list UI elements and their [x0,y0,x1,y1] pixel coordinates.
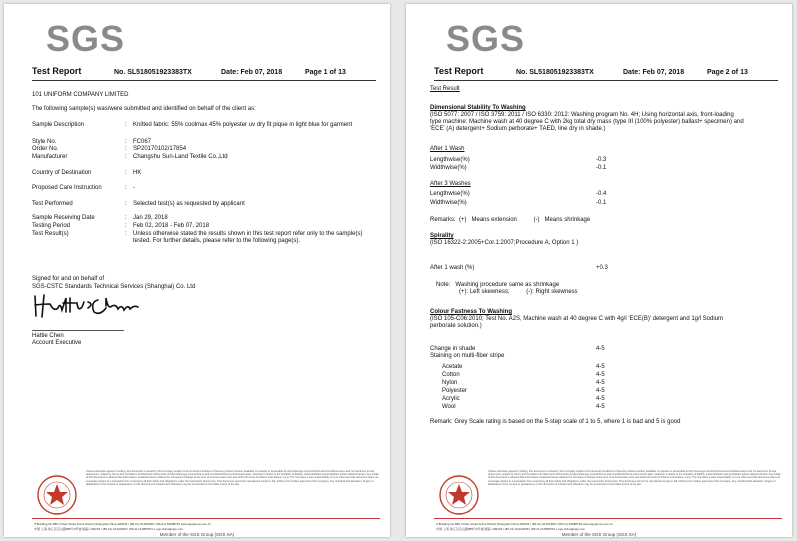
colon: : [125,139,127,145]
field-label: Test Performed [32,201,73,207]
field-value: Selected test(s) as requested by applicant [133,201,245,207]
field-label: Sample Description [32,122,85,128]
signature-line [32,330,124,331]
colon: : [125,122,127,128]
intro-text: The following sample(s) was/were submitted and identified on behalf of the client as: [32,106,256,112]
colon: : [125,146,127,152]
signature-image [32,292,140,320]
fiber-value: 4-5 [596,380,605,386]
field-label: Proposed Care Instruction [32,185,102,191]
report-date: Date: Feb 07, 2018 [221,69,283,76]
spirality-note: Note: Washing procedure same as shrinkage [436,282,560,288]
section-title-spirality: Spirality [430,233,454,239]
section-title-dimensional: Dimensional Stability To Washing [430,105,526,111]
signed-on-behalf: Signed for and on behalf of [32,276,105,282]
colon: : [125,185,127,191]
fiber-label: Polyester [442,388,468,394]
colon: : [125,201,127,207]
result-value: -0.1 [596,200,607,206]
result-label: Widthwise(%) [430,200,467,206]
result-label: Change in shade [430,346,476,352]
field-label: Test Result(s) [32,231,69,237]
fiber-value: 4-5 [596,404,605,410]
report-date: Date: Feb 07, 2018 [623,69,685,76]
field-value: HK [133,170,142,176]
field-label: Order No. [32,146,59,152]
page-header [32,66,376,76]
result-value: -0.4 [596,191,607,197]
footer-divider [32,518,380,519]
fiber-label: Wool [442,404,456,410]
after-1-wash-title: After 1 Wash [430,146,465,152]
footer-divider [434,518,782,519]
header-divider [32,80,376,81]
field-value: Unless otherwise stated the results shown in this test report refer only to the sample(s) tested. For further details, please refer to the following page(s). [133,231,363,244]
fiber-value: 4-5 [596,396,605,402]
colon: : [125,231,127,237]
fiber-label: Nylon [442,380,458,386]
footer-address: 3″Building,No.889,Yishan Road,Xuhui District,Shanghai,China 200233 t (86-21) 61402666 f (86-21) 64958763 www.sgsgroup.com.cn [436,522,613,526]
fiber-label: Cotton [442,372,460,378]
colon: : [125,223,127,229]
fiber-label: Acetate [442,364,463,370]
sgs-member-line: Member of the SGS Group (SGS SA) [159,532,235,537]
colon: : [125,170,127,176]
after-3-washes-title: After 3 Washes [430,181,471,187]
page-header [434,66,778,76]
fiber-value: 4-5 [596,364,605,370]
report-page-1 [4,4,390,537]
fiber-value: 4-5 [596,372,605,378]
result-value: -0.3 [596,157,607,163]
signing-company: SGS-CSTC Standards Technical Services (Shanghai) Co. Ltd [32,284,196,290]
sgs-stamp-icon [438,474,480,516]
spirality-note-legend: (+): Left skewness; (-): Right skewness [459,289,578,295]
grey-scale-remark: Remark: Grey Scale rating is based on the 5-step scale of 1 to 5, where 1 is bad and 5 is good [430,419,681,425]
colon: : [125,154,127,160]
sgs-logo: SGS [446,18,526,59]
sgs-member-line: Member of the SGS Group (SGS SA) [561,532,637,537]
terms-fine-print: Unless otherwise agreed in writing, this document is issued by the Company subject to its General Conditions of Service printed overleaf, available on request or accessible at http://www.sgs.com/en/Terms-and-Conditions.aspx and, for electronic format documents, subject to Terms and Conditions for Electronic Documents at http://www.sgs.com/en/Terms-and-Conditions/Terms-e-Document.aspx. Attention is drawn to the limitation of liability, indemnification and jurisdiction issues defined therein. Any holder of this document is advised that information contained hereon reflects the Company's findings at the time of its intervention only and within the limits of Client's instructions, if any. The Company's sole responsibility is to its Client and this document does not exonerate parties to a transaction from exercising all their rights and obligations under the transaction documents. This document cannot be reproduced except in full, without prior written approval of the Company. Any unauthorized alteration, forgery or falsification of the content or appearance of this document is unlawful and offenders may be prosecuted to the fullest extent of the law. [86,470,379,486]
field-value: Changshu Sun-Land Textile Co.,Ltd [133,154,228,160]
page-number: Page 2 of 13 [707,69,748,76]
field-value: Feb 02, 2018 - Feb 07, 2018 [133,223,210,229]
footer-address: 3″Building,No.889,Yishan Road,Xuhui District,Shanghai,China 200233 t (86-21) 61402666 f (86-21) 64958763 www.sgsgroup.com.cn [34,522,211,526]
field-value: - [133,185,135,191]
page-footer [406,466,792,537]
footer-address-cn: 中国·上海·徐汇区宜山路889号3号楼 邮编: 200233 t (86-21) 61402666 f (86-21) 64958763 e sgs.china@sgs.com [34,527,184,531]
field-label: Sample Receiving Date [32,215,95,221]
field-label: Style No. [32,139,57,145]
field-label: Testing Period [32,223,71,229]
page-footer [4,466,390,537]
report-page-2 [406,4,792,537]
report-number: No. SL518051923383TX [114,69,192,76]
shrinkage-remarks: Remarks: (+) Means extension (-) Means shrinkage [430,217,591,223]
result-label: After 1 wash (%) [430,265,475,271]
sgs-stamp-icon [36,474,78,516]
staining-label: Staining on multi-fiber stripe [430,353,505,359]
field-value: FC067 [133,139,152,145]
section-title-colour-fastness: Colour Fastness To Washing [430,309,513,315]
colon: : [125,215,127,221]
footer-address-cn: 中国·上海·徐汇区宜山路889号3号楼 邮编: 200233 t (86-21) 61402666 f (86-21) 64958763 e sgs.china@sgs.com [436,527,586,531]
result-label: Widthwise(%) [430,165,467,171]
dimensional-method: (ISO 5077: 2007 / ISO 3759: 2011 / ISO 6330: 2012: Washing program No. 4H; Using horizontal axis, front-loading type machine: Machine wash at 40 degree C with 2kg total dry mass (type III (100% polyester) ballast+ specimen) and 'ECE' (A) detergent+ Sodium perborate+ TAED, line dry in shade.) [430,112,744,132]
fiber-value: 4-5 [596,388,605,394]
field-value: SP20170102/17854 [133,146,187,152]
fiber-label: Acrylic [442,396,460,402]
spirality-method: (ISO 16322-2:2005+Cor.1:2007;Procedure A, Option 1 ) [430,240,579,246]
signer-title: Account Executive [32,340,82,346]
colour-fastness-method: (ISO 105-C06:2010; Test No. A2S, Machine wash at 40 degree C with 4g/l 'ECE(B)' detergent and 1g/l Sodium perborate solution.) [430,316,724,329]
result-value: -0.1 [596,165,607,171]
test-result-heading: Test Result [430,86,460,92]
header-divider [434,80,778,81]
field-value: Knitted fabric: 55% coolmax 45% polyester uv dry fit pique in light blue for garment [133,122,353,128]
report-title: Test Report [434,66,484,76]
field-label: Manufacturer [32,154,68,160]
page-number: Page 1 of 13 [305,69,346,76]
field-label: Country of Destination [32,170,92,176]
report-title: Test Report [32,66,82,76]
result-label: Lengthwise(%) [430,157,470,163]
signer-name: Hattie Chen [32,333,64,339]
sgs-logo: SGS [46,18,126,59]
terms-fine-print: Unless otherwise agreed in writing, this document is issued by the Company subject to its General Conditions of Service printed overleaf, available on request or accessible at http://www.sgs.com/en/Terms-and-Conditions.aspx and, for electronic format documents, subject to Terms and Conditions for Electronic Documents at http://www.sgs.com/en/Terms-and-Conditions/Terms-e-Document.aspx. Attention is drawn to the limitation of liability, indemnification and jurisdiction issues defined therein. Any holder of this document is advised that information contained hereon reflects the Company's findings at the time of its intervention only and within the limits of Client's instructions, if any. The Company's sole responsibility is to its Client and this document does not exonerate parties to a transaction from exercising all their rights and obligations under the transaction documents. This document cannot be reproduced except in full, without prior written approval of the Company. Any unauthorized alteration, forgery or falsification of the content or appearance of this document is unlawful and offenders may be prosecuted to the fullest extent of the law. [488,470,781,486]
result-value: 4-5 [596,346,605,352]
client-name: 101 UNIFORM COMPANY LIMITED [32,92,129,98]
field-value: Jan 29, 2018 [133,215,168,221]
result-value: +0.3 [596,265,608,271]
report-number: No. SL518051923383TX [516,69,594,76]
result-label: Lengthwise(%) [430,191,470,197]
